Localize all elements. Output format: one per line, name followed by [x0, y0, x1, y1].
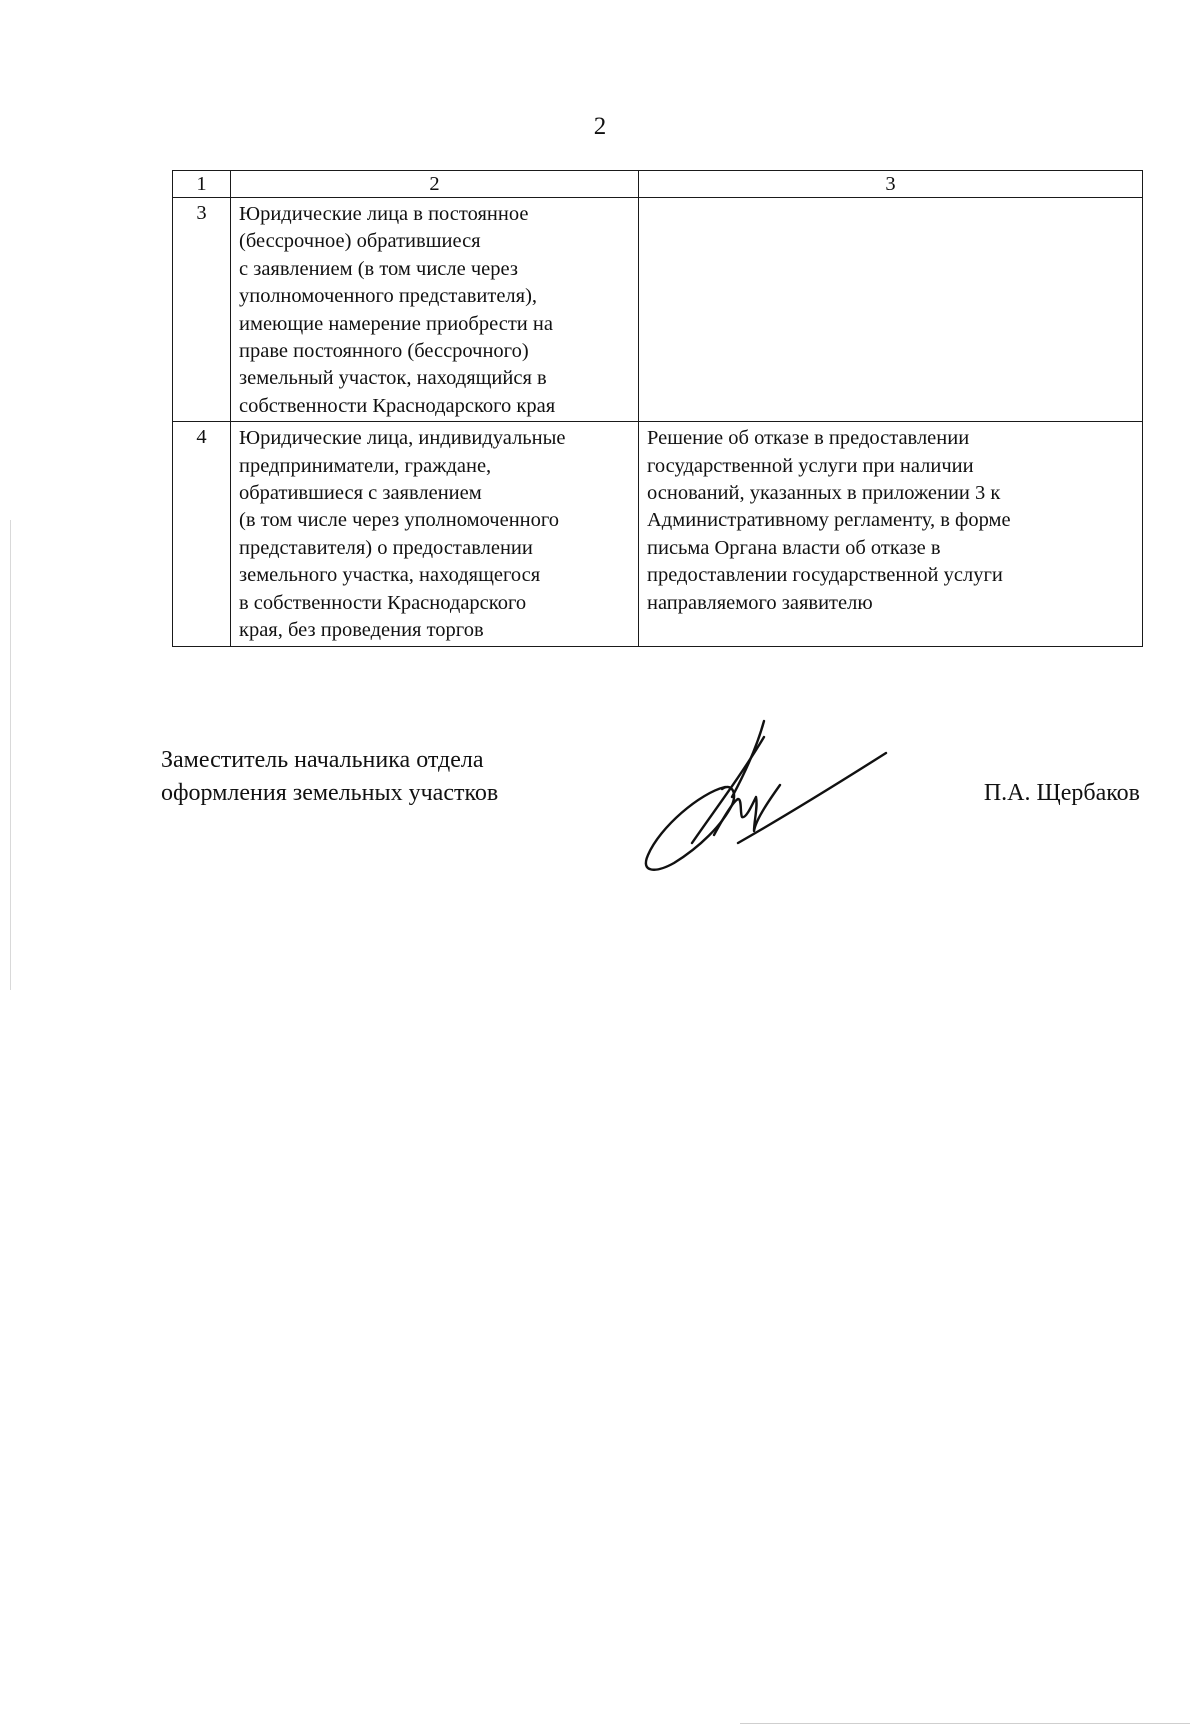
table-header-row — [173, 171, 1143, 198]
table-row — [173, 422, 1143, 646]
header-col-1: 1 — [173, 171, 231, 198]
scan-margin-line — [10, 520, 11, 990]
cell-line: с заявлением (в том числе через — [239, 257, 518, 280]
cell-line: земельного участка, находящегося — [239, 564, 541, 587]
applicant-category-cell — [231, 198, 639, 422]
cell-line: собственности Краснодарского края — [239, 394, 556, 417]
handwritten-signature — [630, 715, 900, 880]
header-col-2: 2 — [231, 171, 639, 198]
cell-line: края, без проведения торгов — [239, 619, 484, 642]
cell-line: Административному регламенту, в форме — [647, 509, 1011, 532]
cell-line: земельный участок, находящийся в — [239, 367, 547, 390]
cell-line: обратившиеся с заявлением — [239, 482, 482, 505]
cell-line: государственной услуги при наличии — [647, 454, 974, 477]
position-line: оформления земельных участков — [161, 780, 499, 806]
cell-line: письма Органа власти об отказе в — [647, 536, 941, 559]
cell-line: представителя) о предоставлении — [239, 536, 533, 559]
row-number: 4 — [173, 422, 231, 646]
cell-line: предоставлении государственной услуги — [647, 564, 1003, 587]
cell-line: (в том числе через уполномоченного — [239, 509, 560, 532]
cell-line: уполномоченного представителя), — [239, 285, 538, 308]
scan-bottom-line — [740, 1723, 1190, 1724]
position-line: Заместитель начальника отдела — [161, 747, 484, 773]
results-table — [172, 170, 1143, 647]
cell-line: предприниматели, граждане, — [239, 454, 492, 477]
cell-line: Юридические лица, индивидуальные — [239, 427, 566, 450]
cell-line: имеющие намерение приобрести на — [239, 312, 553, 335]
applicant-category-cell — [231, 422, 639, 646]
page-number: 2 — [593, 113, 607, 140]
cell-line: в собственности Краснодарского — [239, 591, 527, 614]
signatory-position — [161, 744, 498, 810]
cell-line: праве постоянного (бессрочного) — [239, 340, 529, 363]
cell-line: оснований, указанных в приложении 3 к — [647, 482, 1001, 505]
result-cell — [639, 422, 1143, 646]
table-row — [173, 198, 1143, 422]
signer-name: П.А. Щербаков — [983, 780, 1140, 806]
header-col-3: 3 — [639, 171, 1143, 198]
row-number: 3 — [173, 198, 231, 422]
cell-line: Юридические лица в постоянное — [239, 203, 529, 225]
result-cell-empty — [639, 198, 1143, 422]
cell-line: Решение об отказе в предоставлении — [647, 427, 970, 450]
cell-line: направляемого заявителю — [647, 591, 873, 614]
cell-line: (бессрочное) обратившиеся — [239, 230, 481, 253]
